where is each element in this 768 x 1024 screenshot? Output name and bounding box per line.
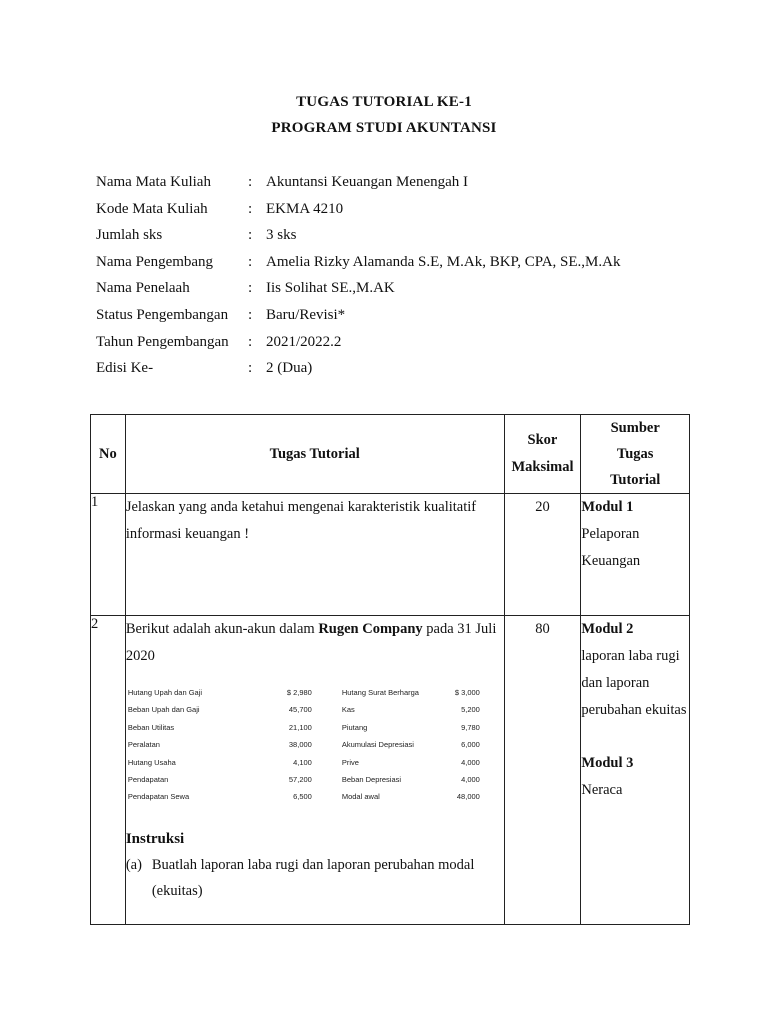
account-amount: 45,700 <box>288 705 312 715</box>
module-title: Modul 1 <box>581 499 634 515</box>
max-score: 20 <box>504 494 581 616</box>
header-score <box>504 415 581 494</box>
module-spacer <box>581 724 689 750</box>
account-spacer <box>312 754 342 771</box>
account-row <box>128 736 480 753</box>
account-name: Peralatan <box>127 740 160 750</box>
instruction-marker: (a) <box>125 856 142 873</box>
account-amount: 4,000 <box>461 757 480 767</box>
account-spacer <box>312 719 342 736</box>
account-spacer <box>312 736 342 753</box>
info-label: Nama Mata Kuliah <box>96 174 211 190</box>
account-row <box>128 719 480 736</box>
header-task: Tugas Tutorial <box>125 415 504 494</box>
module-description: laporan laba rugi dan laporan perubahan ekuitas <box>581 648 687 718</box>
account-amount: 48,000 <box>456 792 480 802</box>
task-source <box>581 494 690 616</box>
info-value: 2 (Dua) <box>266 360 313 377</box>
account-list-table <box>128 684 480 806</box>
task-source <box>581 616 690 925</box>
info-label: Jumlah sks <box>96 227 163 244</box>
instruction-item <box>126 852 504 904</box>
header-source-line2: Tugas <box>616 446 654 462</box>
account-name: Akumulasi Depresiasi <box>341 740 414 750</box>
info-value: 2021/2022.2 <box>266 333 342 350</box>
header-score-line2: Maksimal <box>511 459 574 475</box>
account-spacer <box>312 684 342 701</box>
header-score-line1: Skor <box>527 432 558 448</box>
account-name: Beban Depresiasi <box>341 775 402 785</box>
header-source-line3: Tutorial <box>610 472 661 488</box>
info-colon: : <box>248 360 253 377</box>
document-subtitle: PROGRAM STUDI AKUNTANSI <box>271 120 497 136</box>
task-text <box>126 616 504 670</box>
instructions-heading: Instruksi <box>125 830 185 847</box>
account-spacer <box>312 701 342 718</box>
account-amount: 5,200 <box>461 705 480 715</box>
info-value: Iis Solihat SE.,M.AK <box>266 280 395 297</box>
document-title: TUGAS TUTORIAL KE-1 <box>296 94 472 110</box>
account-amount: 6,500 <box>293 792 312 802</box>
header-source <box>581 415 690 494</box>
account-amount: 4,000 <box>461 775 480 785</box>
module-description: Pelaporan Keuangan <box>581 526 641 569</box>
header-no: No <box>91 415 126 494</box>
module-title: Modul 2 <box>581 621 634 637</box>
module-title: Modul 3 <box>581 755 634 771</box>
account-amount: 4,100 <box>293 757 312 767</box>
task-text-suffix: pada 31 Juli 2020 <box>125 621 497 664</box>
account-amount: $ 2,980 <box>286 688 312 697</box>
info-value: Amelia Rizky Alamanda S.E, M.Ak, BKP, CPA, SE.,M.Ak <box>266 253 621 270</box>
info-value: EKMA 4210 <box>266 200 344 217</box>
account-name: Prive <box>341 757 359 767</box>
table-row <box>91 616 690 925</box>
account-name: Hutang Surat Berharga <box>341 688 419 697</box>
account-name: Pendapatan Sewa <box>127 792 190 802</box>
info-colon: : <box>248 227 253 244</box>
account-amount: 21,100 <box>288 722 312 732</box>
account-spacer <box>312 771 342 788</box>
account-amount: 9,780 <box>461 722 480 732</box>
info-label: Tahun Pengembangan <box>96 333 229 350</box>
account-name: Hutang Upah dan Gaji <box>127 688 203 697</box>
info-value: Baru/Revisi* <box>266 306 346 323</box>
account-name: Hutang Usaha <box>127 757 176 767</box>
info-label: Edisi Ke- <box>96 360 154 377</box>
table-header-row <box>91 415 690 494</box>
account-name: Kas <box>341 705 355 715</box>
account-row <box>128 788 480 805</box>
info-value: 3 sks <box>266 227 297 244</box>
info-label: Status Pengembangan <box>96 306 229 323</box>
account-row <box>128 701 480 718</box>
max-score: 80 <box>504 616 581 925</box>
account-spacer <box>312 788 342 805</box>
info-colon: : <box>248 253 253 270</box>
account-name: Beban Utilitas <box>127 722 175 732</box>
task-text: Jelaskan yang anda ketahui mengenai karakteristik kualitatif informasi keuangan ! <box>125 494 504 616</box>
company-name: Rugen Company <box>318 621 423 637</box>
info-colon: : <box>248 200 253 217</box>
info-colon: : <box>248 306 253 323</box>
account-name: Beban Upah dan Gaji <box>127 705 200 715</box>
account-row <box>128 771 480 788</box>
account-amount: 38,000 <box>288 740 312 750</box>
tutorial-task-table <box>90 414 690 925</box>
account-amount: $ 3,000 <box>454 688 480 697</box>
task-content <box>125 616 504 925</box>
instruction-text: Buatlah laporan laba rugi dan laporan perubahan modal (ekuitas) <box>151 856 475 899</box>
row-number: 1 <box>91 494 126 616</box>
row-number: 2 <box>91 616 126 925</box>
info-colon: : <box>248 280 253 297</box>
account-amount: 57,200 <box>288 775 312 785</box>
account-name: Piutang <box>341 722 368 732</box>
info-label: Nama Pengembang <box>96 253 214 270</box>
info-label: Kode Mata Kuliah <box>96 200 208 217</box>
table-row <box>91 494 690 616</box>
info-colon: : <box>248 174 253 190</box>
account-row <box>128 754 480 771</box>
info-value: Akuntansi Keuangan Menengah I <box>266 174 469 190</box>
header-source-line1: Sumber <box>610 420 660 436</box>
task-text-prefix: Berikut adalah akun-akun dalam <box>125 621 319 637</box>
account-name: Modal awal <box>341 792 380 802</box>
info-colon: : <box>248 333 253 350</box>
module-description: Neraca <box>581 782 623 798</box>
account-amount: 6,000 <box>461 740 480 750</box>
account-name: Pendapatan <box>127 775 169 785</box>
info-label: Nama Penelaah <box>96 280 190 297</box>
account-row <box>128 684 480 701</box>
